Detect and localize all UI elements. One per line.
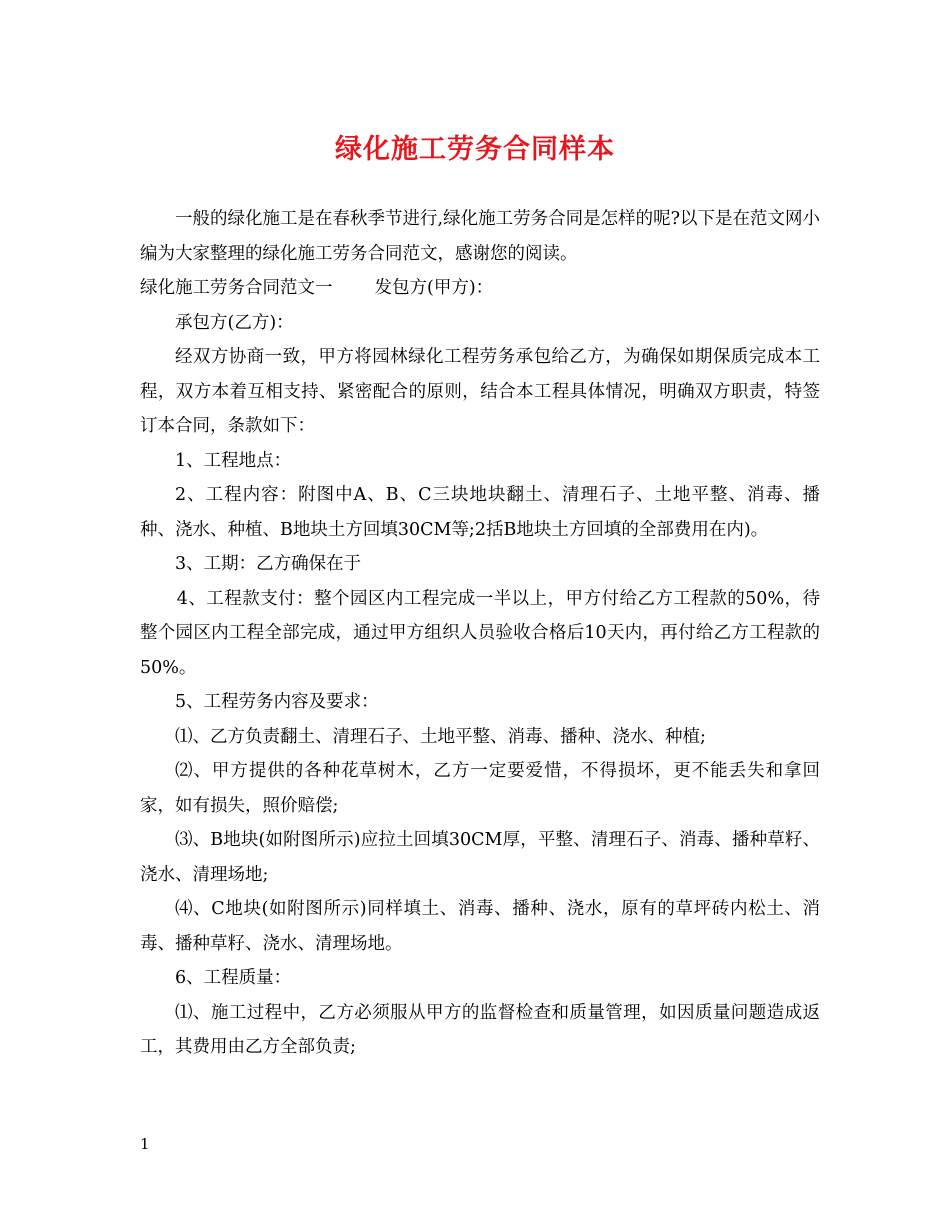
clause-3: 3、工期：乙方确保在于: [175, 554, 362, 574]
clause-6: 6、工程质量：: [175, 968, 292, 988]
clause-5-item-2: ⑵、甲方提供的各种花草树木，乙方一定要爱惜，不得损坏，更不能丢失和拿回家，如有损失，照价赔偿;: [140, 761, 820, 816]
document-body: [140, 202, 820, 1065]
party-b-label: 承包方(乙方)：: [175, 312, 294, 333]
document-title: 绿化施工劳务合同样本: [335, 134, 615, 165]
clause-2: 2、工程内容：附图中A、B、C三块地块翻土、清理石子、土地平整、消毒、播种、浇水、种植、B地块土方回填30CM等;2括B地块土方回填的全部费用在内)。: [140, 485, 820, 540]
clause-6-item-1: ⑴、施工过程中，乙方必须服从甲方的监督检查和质量管理，如因质量问题造成返工，其费用由乙方全部负责;: [140, 1002, 820, 1057]
party-a-label: 发包方(甲方)：: [374, 278, 494, 298]
clause-5: 5、工程劳务内容及要求：: [175, 692, 379, 712]
intro-paragraph: 一般的绿化施工是在春秋季节进行,绿化施工劳务合同是怎样的呢?以下是在范文网小编为大家整理的绿化施工劳务合同范文，感谢您的阅读。: [140, 209, 820, 264]
sample-heading: 绿化施工劳务合同范文一: [140, 278, 333, 298]
clause-5-item-1: ⑴、乙方负责翻土、清理石子、土地平整、消毒、播种、浇水、种植;: [175, 726, 706, 747]
sample-heading-line: [140, 271, 820, 306]
clause-4: 4、工程款支付：整个园区内工程完成一半以上，甲方付给乙方工程款的50%，待整个园区内工程全部完成，通过甲方组织人员验收合格后10天内，再付给乙方工程款的50%。: [140, 588, 820, 678]
clause-5-item-4: ⑷、C地块(如附图所示)同样填土、消毒、播种、浇水，原有的草坪砖内松土、消毒、播种草籽、浇水、清理场地。: [140, 899, 820, 954]
clause-1: 1、工程地点：: [175, 450, 292, 471]
page-number: 1: [140, 1135, 150, 1153]
clause-5-item-3: ⑶、B地块(如附图所示)应拉土回填30CM厚，平整、清理石子、消毒、播种草籽、浇水、清理场地;: [140, 830, 820, 885]
preamble-paragraph: 经双方协商一致，甲方将园林绿化工程劳务承包给乙方，为确保如期保质完成本工程，双方本着互相支持、紧密配合的原则，结合本工程具体情况，明确双方职责，特签订本合同，条款如下：: [140, 347, 820, 436]
